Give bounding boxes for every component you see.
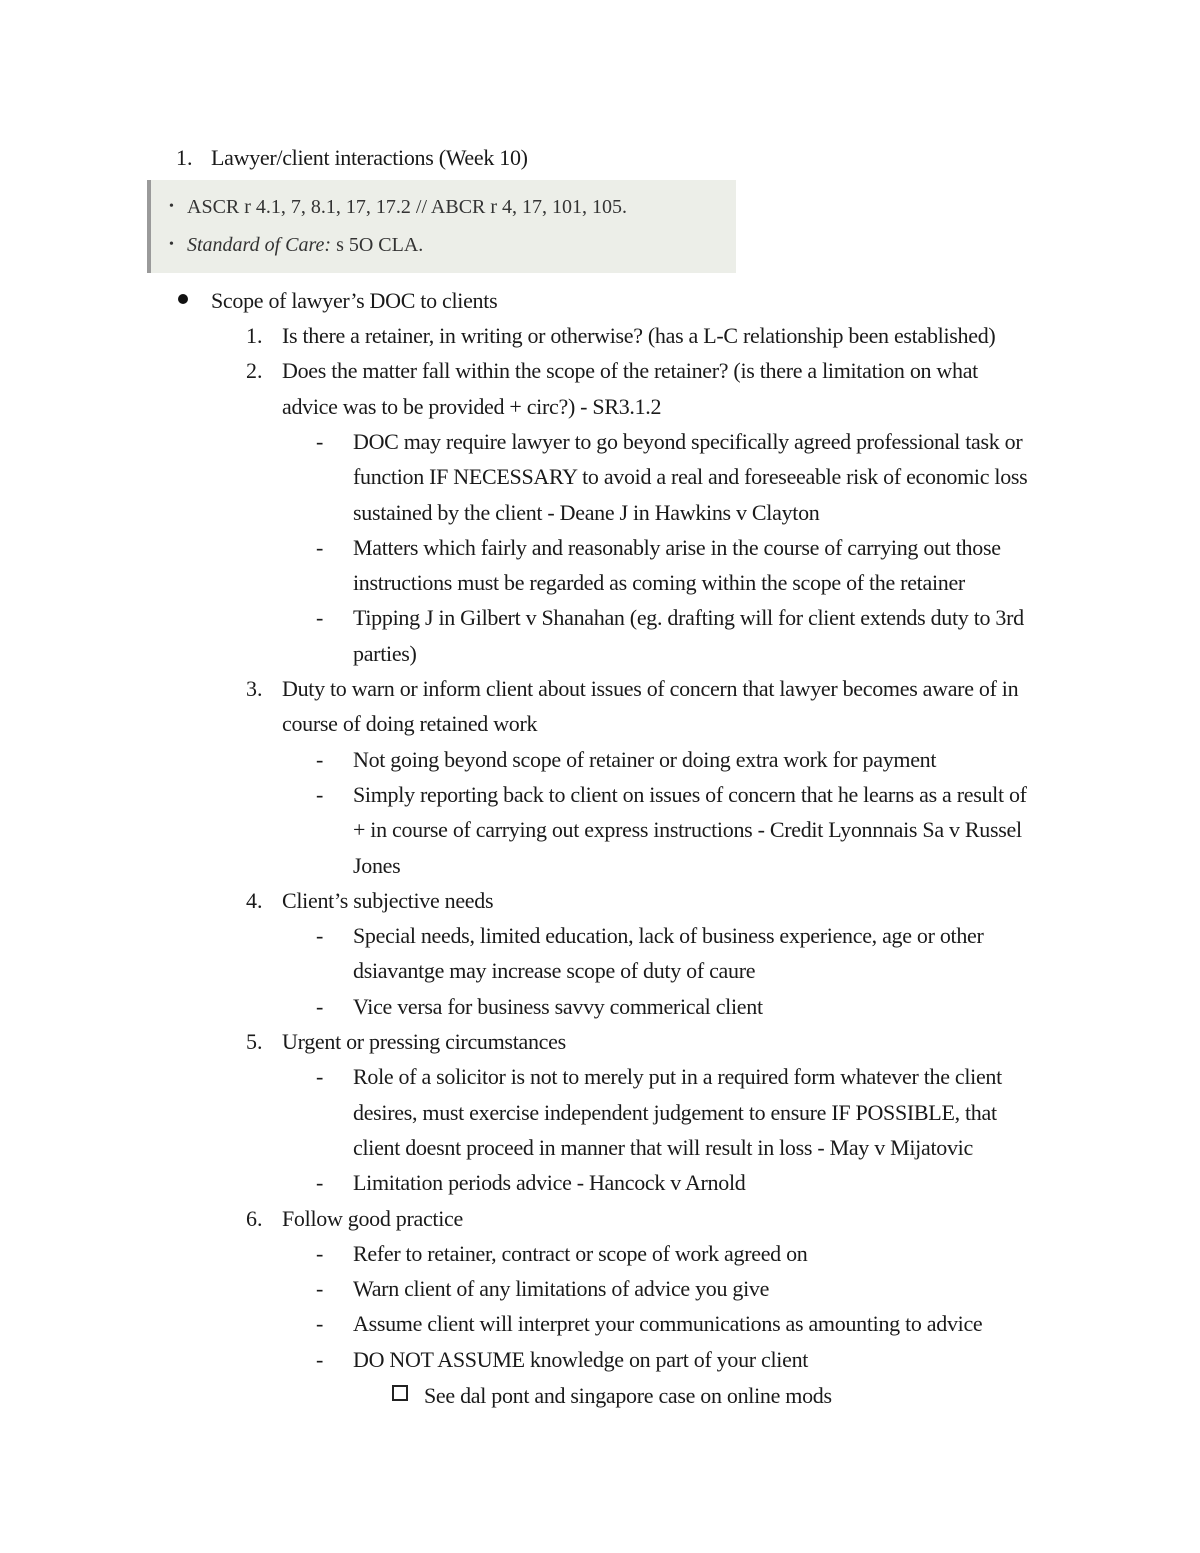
- sub-item-text: Simply reporting back to client on issues of concern that he learns as a result of: [353, 781, 1027, 807]
- sub-item-text: DO NOT ASSUME knowledge on part of your client: [353, 1346, 809, 1372]
- callout-box: [147, 180, 736, 273]
- list-item-text: Is there a retainer, in writing or otherwise? (has a L-C relationship been established): [282, 323, 996, 348]
- sub-item-dash: -: [316, 781, 324, 807]
- sub-item-text: Warn client of any limitations of advice you give: [353, 1276, 770, 1302]
- callout-standard-of-care: [187, 231, 423, 259]
- list-item-number: 2.: [246, 358, 263, 384]
- heading-title: Lawyer/client interactions (Week 10): [211, 145, 528, 170]
- sub-item-dash: -: [316, 746, 324, 772]
- sub-item-dash: -: [316, 605, 324, 631]
- list-item-number: 1.: [246, 323, 263, 348]
- sub-item-text: Assume client will interpret your communications as amounting to advice: [353, 1311, 983, 1337]
- sub-item-text: dsiavantge may increase scope of duty of caure: [353, 958, 756, 984]
- sub-item-dash: -: [316, 1276, 324, 1302]
- sub-item-dash: -: [316, 1064, 324, 1090]
- sub-item-text: Matters which fairly and reasonably arise in the course of carrying out those: [353, 534, 1001, 560]
- sub-item-dash: -: [316, 1240, 324, 1266]
- list-item-number: 4.: [246, 887, 263, 913]
- list-item-text: Duty to warn or inform client about issues of concern that lawyer becomes aware of in: [282, 676, 1019, 701]
- sub-item-text: Not going beyond scope of retainer or doing extra work for payment: [353, 746, 937, 772]
- list-item-text: advice was to be provided + circ?) - SR3.1.2: [282, 393, 662, 419]
- callout-rules-text: ASCR r 4.1, 7, 8.1, 17, 17.2 // ABCR r 4, 17, 101, 105.: [187, 196, 628, 218]
- sub-item-text: sustained by the client - Deane J in Hawkins v Clayton: [353, 499, 820, 525]
- list-item-text: Client’s subjective needs: [282, 887, 494, 913]
- sub-item-dash: -: [316, 1311, 324, 1337]
- bullet-dot-icon: [178, 294, 188, 304]
- sub-item-text: Special needs, limited education, lack of business experience, age or other: [353, 923, 984, 949]
- scope-bullet-text: Scope of lawyer’s DOC to clients: [211, 288, 498, 313]
- sub-item-dash: -: [316, 923, 324, 949]
- sub-item-dash: -: [316, 534, 324, 560]
- list-item-text: Does the matter fall within the scope of the retainer? (is there a limitation on what: [282, 358, 978, 384]
- sub-item-dash: -: [316, 1170, 324, 1196]
- sub-item-dash: -: [316, 1346, 324, 1372]
- sub-item-text: function IF NECESSARY to avoid a real and foreseeable risk of economic loss: [353, 464, 1028, 490]
- list-item-text: Follow good practice: [282, 1205, 463, 1231]
- list-item-number: 3.: [246, 676, 263, 701]
- sub-item-text: client doesnt proceed in manner that will result in loss - May v Mijatovic: [353, 1134, 973, 1160]
- heading-number: 1.: [176, 145, 193, 170]
- list-item-number: 6.: [246, 1205, 263, 1231]
- sub-item-text: instructions must be regarded as coming within the scope of the retainer: [353, 570, 965, 596]
- sub-item-text: + in course of carrying out express instructions - Credit Lyonnnais Sa v Russel: [353, 817, 1022, 843]
- callout-bullet: •: [169, 199, 174, 214]
- sub-item-text: Role of a solicitor is not to merely put in a required form whatever the client: [353, 1064, 1002, 1090]
- sub-item-text: Refer to retainer, contract or scope of work agreed on: [353, 1240, 808, 1266]
- checkbox-icon[interactable]: [392, 1385, 408, 1401]
- sub-item-text: desires, must exercise independent judgement to ensure IF POSSIBLE, that: [353, 1099, 997, 1125]
- callout-label: Standard of Care:: [187, 234, 332, 256]
- sub-item-text: parties): [353, 640, 417, 666]
- sub-item-dash: -: [316, 993, 324, 1019]
- sub-item-text: Vice versa for business savvy commerical client: [353, 993, 763, 1019]
- list-item-text: Urgent or pressing circumstances: [282, 1029, 566, 1054]
- callout-bullet: •: [169, 237, 174, 252]
- callout-standard-text: s 5O CLA.: [331, 234, 424, 256]
- checklist-item-text: See dal pont and singapore case on online mods: [424, 1383, 832, 1408]
- list-item-number: 5.: [246, 1029, 263, 1054]
- sub-item-text: Tipping J in Gilbert v Shanahan (eg. drafting will for client extends duty to 3rd: [353, 605, 1024, 631]
- sub-item-text: DOC may require lawyer to go beyond specifically agreed professional task or: [353, 428, 1023, 454]
- sub-item-dash: -: [316, 428, 324, 454]
- sub-item-text: Jones: [353, 852, 401, 878]
- list-item-text: course of doing retained work: [282, 711, 538, 737]
- sub-item-text: Limitation periods advice - Hancock v Arnold: [353, 1170, 746, 1196]
